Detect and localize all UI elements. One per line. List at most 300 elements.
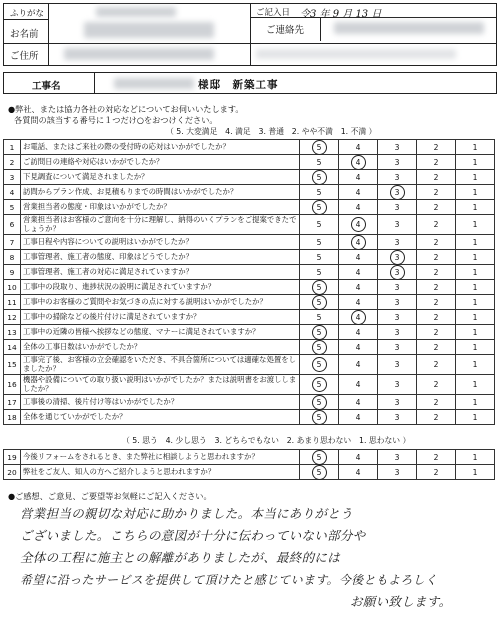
scale-legend-2: （ 5. 思う 4. 少し思う 3. どちらでもない 2. あまり思わない 1. 思わない ）: [122, 436, 411, 445]
score-option-3[interactable]: [378, 155, 417, 170]
score-option-3[interactable]: [378, 170, 417, 185]
question-number: 6: [4, 215, 21, 235]
question-row: [4, 215, 495, 235]
score-label: 5: [316, 187, 322, 197]
score-label: 4: [355, 312, 361, 322]
score-label: 5: [316, 282, 322, 292]
comment-line: 営業担当の親切な対応に助かりました。本当にありがとう: [20, 506, 353, 521]
question-row: [4, 185, 495, 200]
score-option-1[interactable]: [456, 170, 495, 185]
question-text: 全体の工事日数はいかがでしたか？: [21, 340, 300, 355]
score-label: 5: [316, 202, 322, 212]
score-label: 1: [472, 297, 478, 307]
score-option-5[interactable]: [300, 185, 339, 200]
score-option-2[interactable]: [417, 140, 456, 155]
score-option-5[interactable]: [300, 450, 339, 465]
score-label: 1: [472, 380, 478, 389]
score-label: 2: [433, 267, 439, 277]
score-label: 2: [433, 327, 439, 337]
score-option-4[interactable]: [339, 410, 378, 425]
question-row: [4, 200, 495, 215]
selected-circle-mark: [390, 250, 405, 265]
question-row: [4, 355, 495, 375]
question-row: [4, 465, 495, 480]
question-number: 2: [4, 155, 21, 170]
score-label: 3: [394, 220, 400, 229]
score-option-4[interactable]: [339, 465, 378, 480]
question-number: 19: [4, 450, 21, 465]
question-number: 5: [4, 200, 21, 215]
score-label: 2: [433, 282, 439, 292]
score-label: 1: [472, 202, 478, 212]
contact-label: ご連絡先: [266, 25, 305, 36]
score-label: 3: [394, 172, 400, 182]
score-label: 2: [433, 157, 439, 167]
score-label: 4: [355, 252, 361, 262]
score-option-3[interactable]: [378, 310, 417, 325]
score-option-3[interactable]: [378, 450, 417, 465]
score-option-5[interactable]: [300, 465, 339, 480]
selected-circle-mark: [312, 410, 327, 425]
score-option-1[interactable]: [456, 375, 495, 395]
question-row: [4, 295, 495, 310]
score-option-3[interactable]: [378, 340, 417, 355]
score-label: 4: [355, 237, 361, 247]
comment-line: お願い致します。: [350, 594, 452, 609]
selected-circle-mark: [351, 155, 366, 170]
score-option-4[interactable]: [339, 450, 378, 465]
score-label: 5: [316, 312, 322, 322]
score-option-3[interactable]: [378, 215, 417, 235]
question-text: 全体を通じていかがでしたか？: [21, 410, 300, 425]
question-text: 営業担当者はお客様のご意向を十分に理解し、納得のいくプランをご提案できたでしょうか？: [21, 215, 300, 235]
question-text: 工事管理者、施工者の態度、印象はどうでしたか？: [21, 250, 300, 265]
score-option-4[interactable]: [339, 215, 378, 235]
score-option-2[interactable]: [417, 375, 456, 395]
score-option-1[interactable]: [456, 340, 495, 355]
question-text: 営業担当者の態度・印象はいかがでしたか？: [21, 200, 300, 215]
question-number: 8: [4, 250, 21, 265]
question-row: [4, 155, 495, 170]
question-number: 20: [4, 465, 21, 480]
comments-title: ●ご感想、ご意見、ご要望等お気軽にご記入ください。: [8, 491, 212, 501]
score-option-4[interactable]: [339, 295, 378, 310]
score-option-1[interactable]: [456, 325, 495, 340]
score-option-3[interactable]: [378, 295, 417, 310]
score-label: 3: [394, 360, 400, 369]
question-text: 弊社をご友人、知人の方へご紹介しようと思われますか？: [21, 465, 300, 480]
score-label: 3: [394, 142, 400, 152]
question-row: [4, 235, 495, 250]
score-option-2[interactable]: [417, 395, 456, 410]
score-label: 5: [316, 412, 322, 422]
score-label: 3: [394, 342, 400, 352]
customer-info-block: [3, 3, 497, 66]
question-number: 1: [4, 140, 21, 155]
score-label: 5: [316, 467, 322, 477]
score-option-3[interactable]: [378, 325, 417, 340]
score-label: 1: [472, 252, 478, 262]
score-option-2[interactable]: [417, 250, 456, 265]
redacted-name: [84, 22, 214, 38]
score-option-3[interactable]: [378, 185, 417, 200]
score-option-1[interactable]: [456, 200, 495, 215]
score-label: 3: [394, 380, 400, 389]
score-label: 1: [472, 237, 478, 247]
question-row: [4, 395, 495, 410]
score-label: 2: [433, 220, 439, 229]
comment-line: 希望に沿ったサービスを提供して頂けたと感じています。今後ともよろしく: [20, 573, 438, 587]
score-label: 3: [394, 327, 400, 337]
project-value: 様邸 新築工事: [198, 79, 279, 91]
score-option-4[interactable]: [339, 250, 378, 265]
address-label: ご住所: [10, 51, 39, 62]
question-row: [4, 265, 495, 280]
score-option-2[interactable]: [417, 235, 456, 250]
selected-circle-mark: [312, 357, 327, 372]
score-label: 3: [394, 237, 400, 247]
selected-circle-mark: [312, 170, 327, 185]
score-option-2[interactable]: [417, 295, 456, 310]
score-label: 1: [472, 172, 478, 182]
score-label: 4: [355, 142, 361, 152]
score-option-1[interactable]: [456, 250, 495, 265]
score-option-3[interactable]: [378, 395, 417, 410]
score-option-1[interactable]: [456, 185, 495, 200]
score-label: 3: [394, 312, 400, 322]
score-label: 4: [355, 172, 361, 182]
score-label: 1: [472, 142, 478, 152]
score-option-1[interactable]: [456, 450, 495, 465]
question-number: 12: [4, 310, 21, 325]
score-label: 2: [433, 360, 439, 369]
question-number: 7: [4, 235, 21, 250]
score-label: 1: [472, 397, 478, 407]
question-text: 今後リフォームをされるとき、また弊社に相談しようと思われますか？: [21, 450, 300, 465]
score-label: 2: [433, 467, 439, 477]
intro-line1: ●弊社、または協力各社の対応などについてお伺いいたします。: [8, 104, 244, 114]
score-label: 1: [472, 220, 478, 229]
score-label: 1: [472, 187, 478, 197]
score-option-4[interactable]: [339, 280, 378, 295]
score-option-1[interactable]: [456, 310, 495, 325]
score-label: 5: [316, 297, 322, 307]
score-option-5[interactable]: [300, 155, 339, 170]
score-label: 3: [394, 267, 400, 277]
score-label: 1: [472, 267, 478, 277]
score-label: 4: [355, 187, 361, 197]
question-number: 4: [4, 185, 21, 200]
score-label: 2: [433, 172, 439, 182]
selected-circle-mark: [312, 395, 327, 410]
selected-circle-mark: [390, 265, 405, 280]
score-label: 4: [355, 267, 361, 277]
score-option-5[interactable]: [300, 310, 339, 325]
score-label: 4: [355, 412, 361, 422]
question-text: 工事管理者、施工者の対応に満足されていますか？: [21, 265, 300, 280]
score-option-3[interactable]: [378, 200, 417, 215]
question-row: [4, 250, 495, 265]
selected-circle-mark: [312, 325, 327, 340]
score-label: 2: [433, 397, 439, 407]
score-label: 3: [394, 452, 400, 462]
selected-circle-mark: [312, 280, 327, 295]
score-option-5[interactable]: [300, 410, 339, 425]
score-label: 5: [316, 360, 322, 369]
score-label: 2: [433, 312, 439, 322]
score-option-5[interactable]: [300, 340, 339, 355]
score-option-3[interactable]: [378, 140, 417, 155]
score-option-2[interactable]: [417, 185, 456, 200]
score-option-1[interactable]: [456, 235, 495, 250]
question-number: 15: [4, 355, 21, 375]
score-option-1[interactable]: [456, 355, 495, 375]
question-number: 17: [4, 395, 21, 410]
score-option-4[interactable]: [339, 355, 378, 375]
score-option-3[interactable]: [378, 280, 417, 295]
score-option-4[interactable]: [339, 265, 378, 280]
comment-line: ございました。こちらの意図が十分に伝わっていない部分や: [20, 528, 366, 543]
selected-circle-mark: [312, 295, 327, 310]
score-label: 4: [355, 342, 361, 352]
score-label: 5: [316, 327, 322, 337]
score-label: 4: [355, 467, 361, 477]
score-option-4[interactable]: [339, 340, 378, 355]
selected-circle-mark: [312, 340, 327, 355]
score-option-5[interactable]: [300, 215, 339, 235]
score-label: 3: [394, 187, 400, 197]
question-row: [4, 375, 495, 395]
score-label: 3: [394, 467, 400, 477]
score-label: 1: [472, 467, 478, 477]
score-label: 2: [433, 380, 439, 389]
score-label: 4: [355, 220, 361, 229]
score-option-4[interactable]: [339, 170, 378, 185]
score-label: 1: [472, 412, 478, 422]
score-label: 3: [394, 282, 400, 292]
intro-line2: 各質問の該当する番号に１つだけ○をおつけください。: [14, 115, 218, 125]
score-option-5[interactable]: [300, 355, 339, 375]
score-option-2[interactable]: [417, 410, 456, 425]
score-label: 3: [394, 397, 400, 407]
score-option-5[interactable]: [300, 375, 339, 395]
score-label: 4: [355, 282, 361, 292]
project-label: 工事名: [32, 81, 61, 92]
score-option-2[interactable]: [417, 340, 456, 355]
score-option-2[interactable]: [417, 465, 456, 480]
question-number: 14: [4, 340, 21, 355]
score-label: 4: [355, 327, 361, 337]
score-option-2[interactable]: [417, 325, 456, 340]
score-option-2[interactable]: [417, 215, 456, 235]
score-option-2[interactable]: [417, 310, 456, 325]
score-option-5[interactable]: [300, 235, 339, 250]
score-label: 4: [355, 202, 361, 212]
score-option-2[interactable]: [417, 280, 456, 295]
score-label: 5: [316, 172, 322, 182]
score-option-2[interactable]: [417, 155, 456, 170]
redacted-address: [64, 48, 214, 60]
score-option-3[interactable]: [378, 375, 417, 395]
score-label: 5: [316, 342, 322, 352]
question-text: 機器や設備についての取り扱い説明はいかがでしたか？または説明書をお渡ししましたか？: [21, 375, 300, 395]
score-option-3[interactable]: [378, 235, 417, 250]
score-label: 1: [472, 360, 478, 369]
selected-circle-mark: [351, 235, 366, 250]
question-text: 工事後の清掃、後片付け等はいかがでしたか？: [21, 395, 300, 410]
score-option-2[interactable]: [417, 265, 456, 280]
score-label: 2: [433, 187, 439, 197]
score-label: 4: [355, 452, 361, 462]
question-number: 16: [4, 375, 21, 395]
recommendation-table: [3, 449, 495, 480]
question-row: [4, 170, 495, 185]
score-option-4[interactable]: [339, 310, 378, 325]
score-option-4[interactable]: [339, 140, 378, 155]
score-label: 1: [472, 452, 478, 462]
score-option-3[interactable]: [378, 250, 417, 265]
score-label: 5: [316, 452, 322, 462]
score-option-5[interactable]: [300, 280, 339, 295]
score-option-1[interactable]: [456, 410, 495, 425]
score-option-5[interactable]: [300, 325, 339, 340]
score-label: 4: [355, 397, 361, 407]
score-option-1[interactable]: [456, 395, 495, 410]
selected-circle-mark: [312, 465, 327, 480]
score-option-3[interactable]: [378, 410, 417, 425]
project-row: [3, 72, 497, 94]
question-text: 工事中の近隣の皆様へ挨拶などの態度、マナーに満足されていますか？: [21, 325, 300, 340]
question-row: [4, 280, 495, 295]
score-label: 5: [316, 267, 322, 277]
question-number: 18: [4, 410, 21, 425]
score-label: 5: [316, 220, 322, 229]
question-number: 3: [4, 170, 21, 185]
selected-circle-mark: [312, 450, 327, 465]
question-number: 11: [4, 295, 21, 310]
question-text: 工事完了後、お客様の立会確認をいただき、不具合箇所については適確な処置をしましたか？: [21, 355, 300, 375]
score-label: 3: [394, 157, 400, 167]
score-label: 2: [433, 202, 439, 212]
question-text: 訪問からプラン作成、お見積もりまでの時間はいかがでしたか？: [21, 185, 300, 200]
redacted-contact: [334, 22, 484, 34]
score-label: 1: [472, 282, 478, 292]
score-label: 4: [355, 360, 361, 369]
score-option-1[interactable]: [456, 215, 495, 235]
score-label: 3: [394, 252, 400, 262]
question-text: ご訪問日の連絡や対応はいかがでしたか？: [21, 155, 300, 170]
date-value: 令3 年 9 月 13 日: [300, 9, 382, 20]
score-label: 4: [355, 380, 361, 389]
question-row: [4, 325, 495, 340]
question-text: 工事中の段取り、進捗状況の説明に満足されていますか？: [21, 280, 300, 295]
score-option-1[interactable]: [456, 140, 495, 155]
score-option-4[interactable]: [339, 185, 378, 200]
score-option-5[interactable]: [300, 250, 339, 265]
score-option-2[interactable]: [417, 200, 456, 215]
score-label: 5: [316, 237, 322, 247]
score-option-4[interactable]: [339, 235, 378, 250]
redacted-furigana: [96, 7, 176, 17]
score-option-5[interactable]: [300, 265, 339, 280]
score-label: 1: [472, 157, 478, 167]
question-number: 13: [4, 325, 21, 340]
question-row: [4, 310, 495, 325]
redacted-contact-2: [256, 49, 456, 59]
question-number: 10: [4, 280, 21, 295]
score-option-3[interactable]: [378, 355, 417, 375]
comment-line: 全体の工程に施主との解離がありましたが、最終的には: [20, 550, 341, 565]
question-row: [4, 340, 495, 355]
score-option-5[interactable]: [300, 395, 339, 410]
question-row: [4, 450, 495, 465]
score-option-5[interactable]: [300, 170, 339, 185]
score-option-5[interactable]: [300, 295, 339, 310]
score-label: 2: [433, 252, 439, 262]
furigana-label: ふりがな: [10, 9, 45, 19]
score-option-5[interactable]: [300, 140, 339, 155]
name-label: お名前: [10, 29, 39, 40]
score-option-1[interactable]: [456, 295, 495, 310]
score-label: 3: [394, 297, 400, 307]
question-row: [4, 140, 495, 155]
date-label: ご記入日: [256, 8, 291, 18]
question-number: 9: [4, 265, 21, 280]
score-option-1[interactable]: [456, 265, 495, 280]
questionnaire-table: [3, 139, 495, 425]
selected-circle-mark: [351, 310, 366, 325]
score-option-1[interactable]: [456, 280, 495, 295]
scale-legend-1: （ 5. 大変満足 4. 満足 3. 普通 2. やや不満 1. 不満 ）: [166, 127, 377, 136]
score-option-1[interactable]: [456, 465, 495, 480]
score-label: 5: [316, 397, 322, 407]
score-option-4[interactable]: [339, 395, 378, 410]
score-label: 4: [355, 157, 361, 167]
redacted-project-name: [114, 78, 194, 89]
score-label: 5: [316, 380, 322, 389]
score-option-1[interactable]: [456, 155, 495, 170]
score-label: 2: [433, 412, 439, 422]
score-option-4[interactable]: [339, 325, 378, 340]
score-option-2[interactable]: [417, 355, 456, 375]
score-label: 5: [316, 157, 322, 167]
score-label: 5: [316, 142, 322, 152]
score-option-2[interactable]: [417, 170, 456, 185]
question-text: 工事日程や内容についての説明はいかがでしたか？: [21, 235, 300, 250]
score-label: 2: [433, 142, 439, 152]
score-option-5[interactable]: [300, 200, 339, 215]
score-label: 5: [316, 252, 322, 262]
selected-circle-mark: [312, 377, 327, 392]
score-label: 2: [433, 452, 439, 462]
score-label: 1: [472, 342, 478, 352]
score-label: 2: [433, 237, 439, 247]
score-option-2[interactable]: [417, 450, 456, 465]
score-label: 3: [394, 412, 400, 422]
score-option-4[interactable]: [339, 375, 378, 395]
question-text: 下見調査について満足されましたか？: [21, 170, 300, 185]
score-option-4[interactable]: [339, 155, 378, 170]
score-label: 2: [433, 342, 439, 352]
question-text: 工事中のお客様のご質問やお気づきの点に対する説明はいかがでしたか？: [21, 295, 300, 310]
score-option-3[interactable]: [378, 265, 417, 280]
score-label: 4: [355, 297, 361, 307]
selected-circle-mark: [312, 140, 327, 155]
score-option-4[interactable]: [339, 200, 378, 215]
score-option-3[interactable]: [378, 465, 417, 480]
selected-circle-mark: [351, 217, 366, 232]
score-label: 1: [472, 312, 478, 322]
